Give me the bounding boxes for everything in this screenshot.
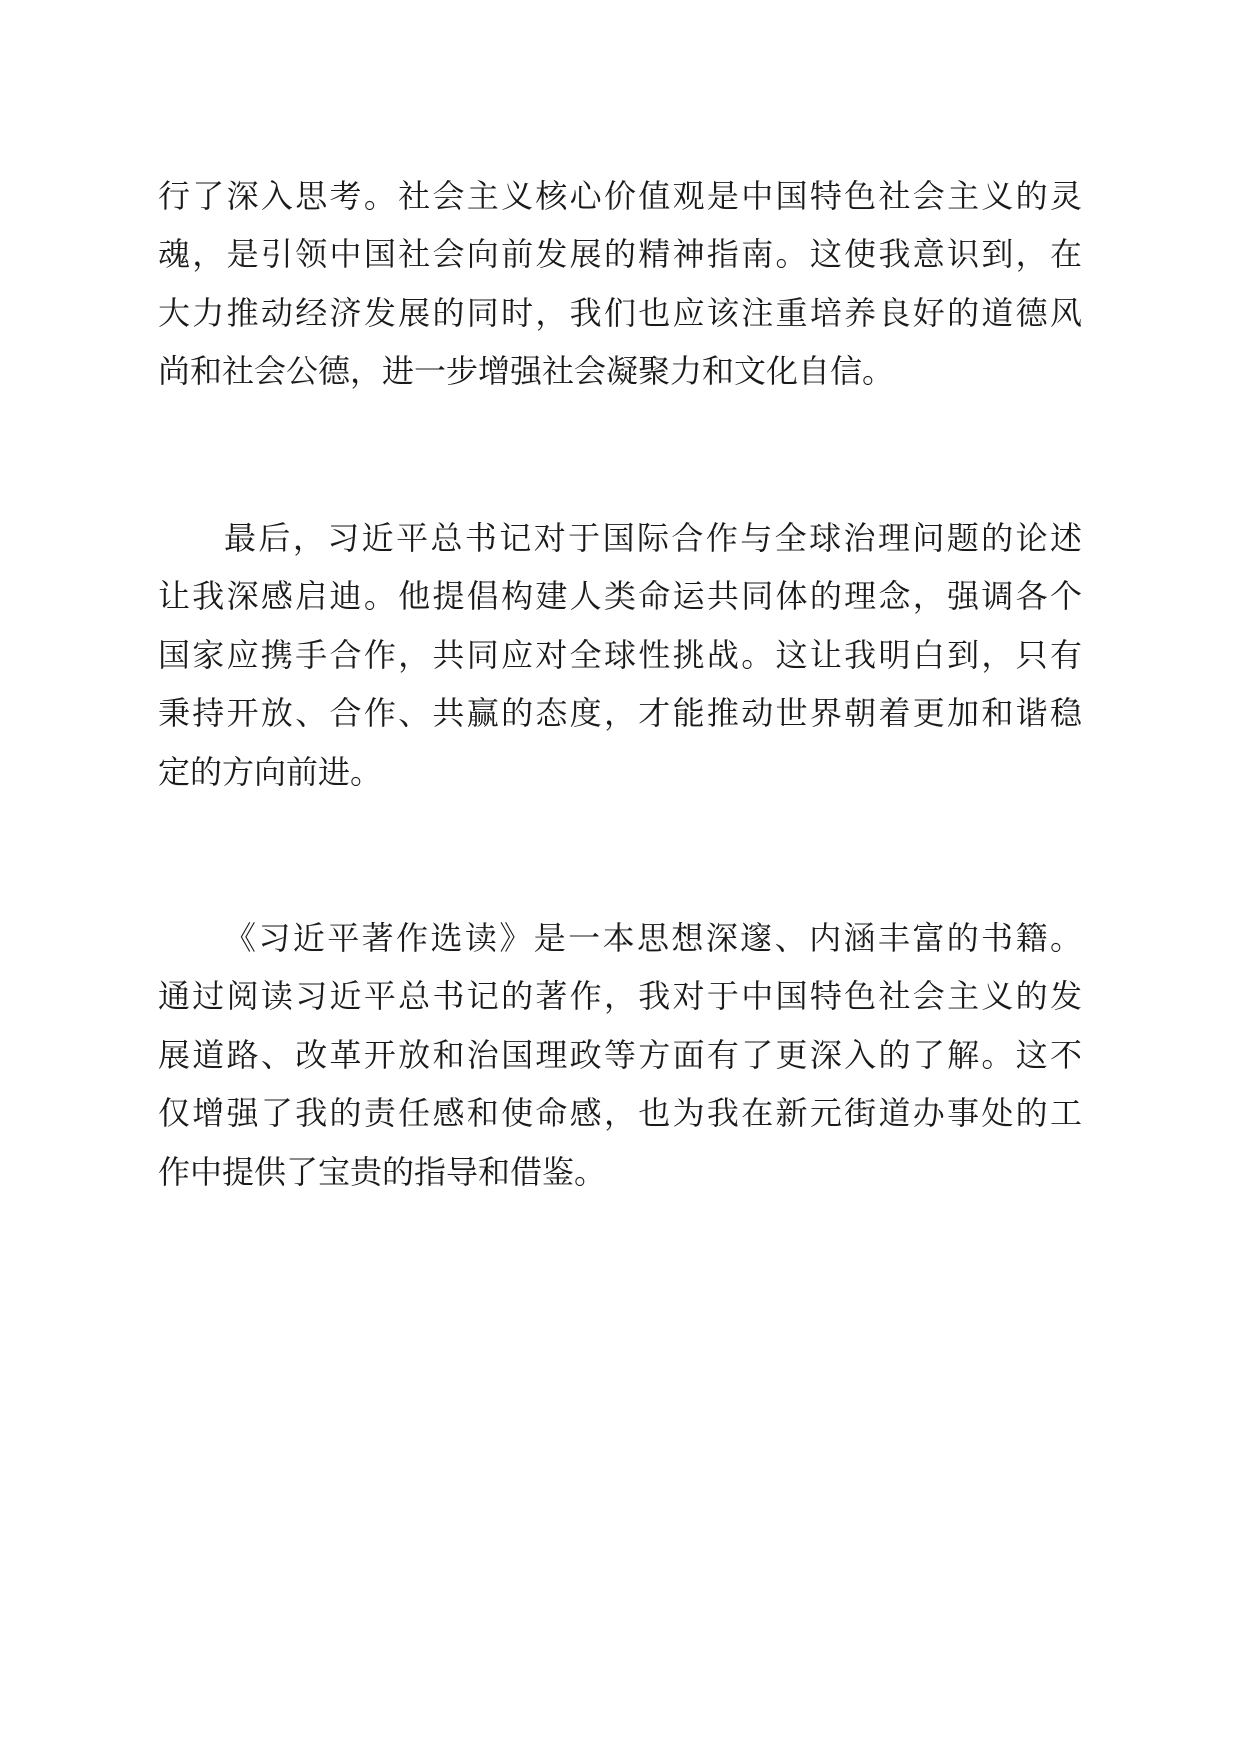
paragraph-3-line-2: 通过阅读习近平总书记的著作，我对于中国特色社会主义的发 [158, 977, 1082, 1015]
paragraph-2-line-5: 定的方向前进。 [158, 753, 383, 791]
paragraph-1-line-1: 行了深入思考。社会主义核心价值观是中国特色社会主义的灵 [158, 177, 1082, 215]
paragraph-1-line-4: 尚和社会公德，进一步增强社会凝聚力和文化自信。 [158, 352, 895, 390]
paragraph-3-line-5: 作中提供了宝贵的指导和借鉴。 [158, 1153, 607, 1191]
paragraph-3-line-3: 展道路、改革开放和治国理政等方面有了更深入的了解。这不 [158, 1036, 1082, 1074]
paragraph-3-line-4: 仅增强了我的责任感和使命感，也为我在新元街道办事处的工 [158, 1094, 1082, 1132]
paragraph-2-line-2: 让我深感启迪。他提倡构建人类命运共同体的理念，强调各个 [158, 577, 1082, 615]
paragraph-1-line-2: 魂，是引领中国社会向前发展的精神指南。这使我意识到，在 [158, 235, 1082, 273]
paragraph-2-line-1: 最后，习近平总书记对于国际合作与全球治理问题的论述 [224, 519, 1082, 557]
paragraph-2-line-4: 秉持开放、合作、共赢的态度，才能推动世界朝着更加和谐稳 [158, 694, 1082, 732]
paragraph-3-line-1: 《习近平著作选读》是一本思想深邃、内涵丰富的书籍。 [224, 919, 1082, 957]
paragraph-1-line-3: 大力推动经济发展的同时，我们也应该注重培养良好的道德风 [158, 294, 1082, 332]
paragraph-2-line-3: 国家应携手合作，共同应对全球性挑战。这让我明白到，只有 [158, 636, 1082, 674]
